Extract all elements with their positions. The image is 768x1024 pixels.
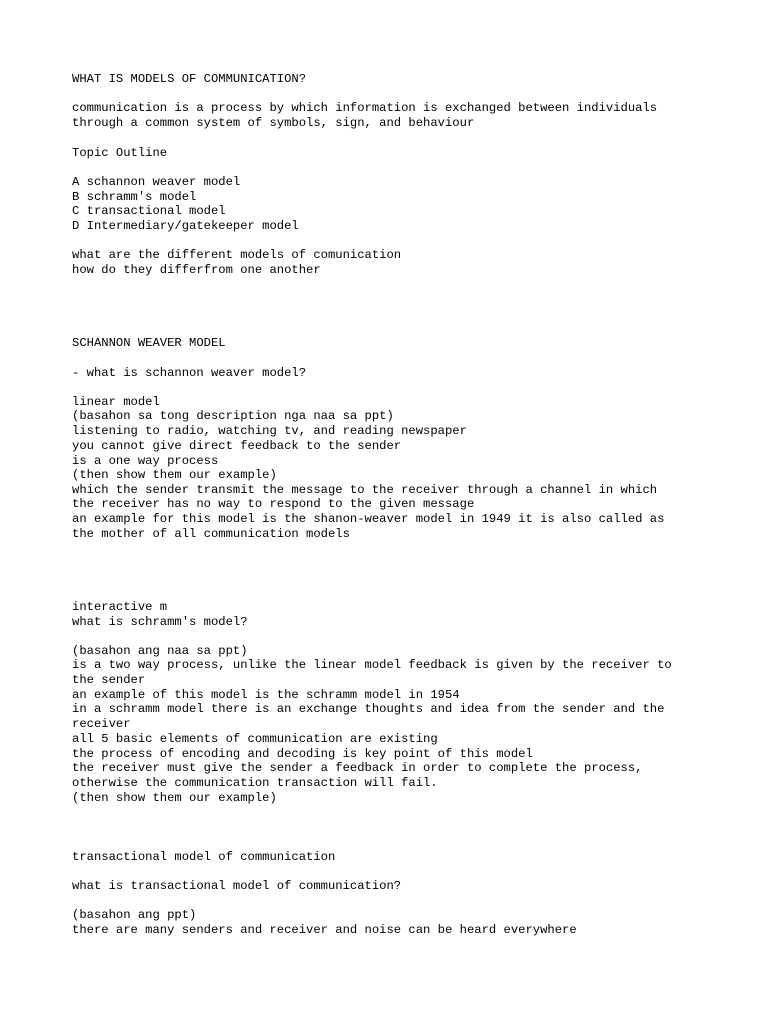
question-line: what are the different models of comunication	[72, 248, 402, 262]
body-line: (then show them our example)	[72, 791, 277, 805]
body-line: is a one way process	[72, 454, 219, 468]
body-line: (basahon ang ppt)	[72, 908, 197, 922]
section-question: what is transactional model of communication?	[72, 879, 402, 893]
section-heading-schramm: interactive m	[72, 600, 168, 614]
outline-item: A schannon weaver model	[72, 175, 241, 189]
body-line: an example for this model is the shanon-weaver model in 1949 it is also called as	[72, 512, 665, 526]
body-line: is a two way process, unlike the linear model feedback is given by the receiver to	[72, 658, 672, 672]
body-line: the process of encoding and decoding is key point of this model	[72, 747, 533, 761]
body-line: the receiver must give the sender a feedback in order to complete the process,	[72, 761, 643, 775]
section-question: what is schramm's model?	[72, 615, 248, 629]
body-line: which the sender transmit the message to the receiver through a channel in which	[72, 483, 658, 497]
body-line: the receiver has no way to respond to the given message	[72, 497, 475, 511]
question-line: how do they differfrom one another	[72, 263, 321, 277]
definition-line: through a common system of symbols, sign, and behaviour	[72, 116, 475, 130]
body-line: you cannot give direct feedback to the sender	[72, 439, 402, 453]
outline-item: B schramm's model	[72, 190, 197, 204]
document-title: WHAT IS MODELS OF COMMUNICATION?	[72, 72, 307, 86]
body-line: the sender	[72, 673, 146, 687]
body-line: (then show them our example)	[72, 468, 277, 482]
body-line: all 5 basic elements of communication are existing	[72, 732, 438, 746]
outline-item: D Intermediary/gatekeeper model	[72, 219, 299, 233]
body-line: there are many senders and receiver and noise can be heard everywhere	[72, 923, 577, 937]
outline-item: C transactional model	[72, 204, 226, 218]
body-line: receiver	[72, 717, 131, 731]
section-question: - what is schannon weaver model?	[72, 366, 307, 380]
section-heading-transactional: transactional model of communication	[72, 850, 336, 864]
body-line: in a schramm model there is an exchange thoughts and idea from the sender and the	[72, 702, 665, 716]
section-heading-schannon: SCHANNON WEAVER MODEL	[72, 336, 226, 350]
definition-line: communication is a process by which information is exchanged between individuals	[72, 101, 658, 115]
body-line: (basahon ang naa sa ppt)	[72, 644, 248, 658]
body-line: listening to radio, watching tv, and reading newspaper	[72, 424, 467, 438]
outline-heading: Topic Outline	[72, 146, 168, 160]
body-line: linear model	[72, 395, 160, 409]
body-line: the mother of all communication models	[72, 527, 350, 541]
body-line: otherwise the communication transaction will fail.	[72, 776, 438, 790]
body-line: (basahon sa tong description nga naa sa ppt)	[72, 409, 394, 423]
body-line: an example of this model is the schramm model in 1954	[72, 688, 460, 702]
